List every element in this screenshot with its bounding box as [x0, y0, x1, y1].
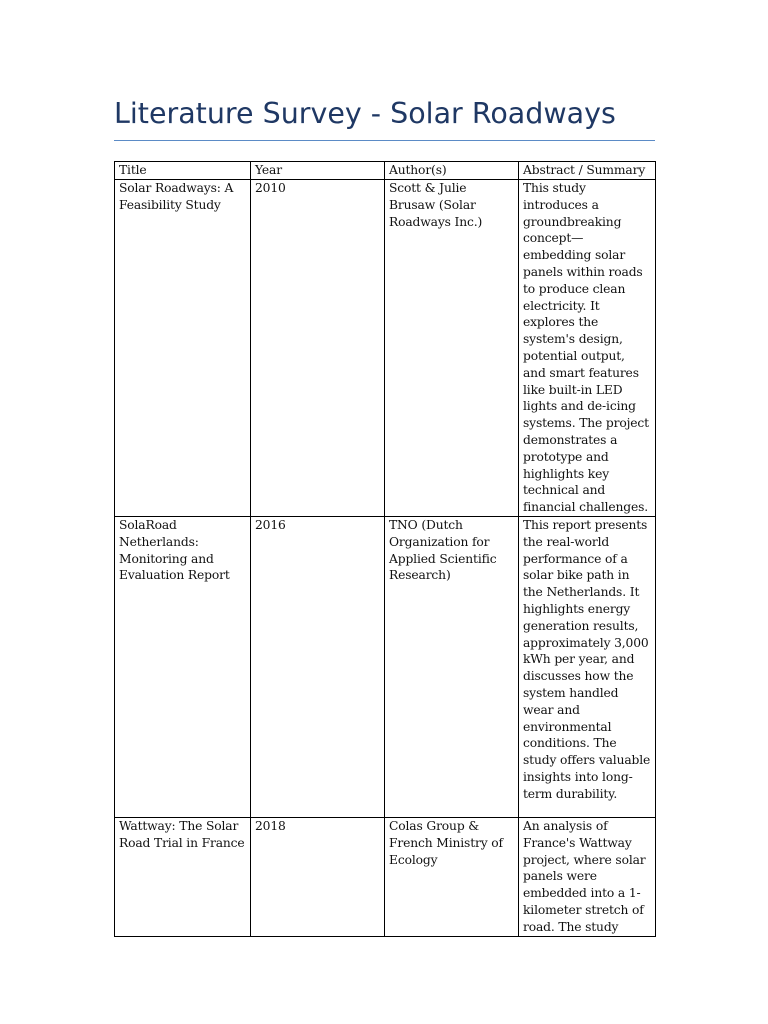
cell-title: Solar Roadways: A Feasibility Study: [115, 180, 251, 517]
cell-abstract: This report presents the real-world performance of a solar bike path in the Netherlands. It highlights energy generation results, approximately 3,000 kWh per year, and discusses how the system handled wear and environmental conditions. The study offers valuable insights into long-term durability.: [519, 516, 656, 817]
table-row: [115, 180, 656, 517]
literature-table: [114, 161, 656, 937]
table-row: [115, 817, 656, 936]
cell-abstract: This study introduces a groundbreaking concept—embedding solar panels within roads to produce clean electricity. It explores the system's design, potential output, and smart features like built-in LED lights and de-icing systems. The project demonstrates a prototype and highlights key technical and financial challenges.: [519, 180, 656, 517]
cell-year: 2010: [251, 180, 385, 517]
cell-abstract: An analysis of France's Wattway project, where solar panels were embedded into a 1-kilometer stretch of road. The study: [519, 817, 656, 936]
cell-authors: Colas Group & French Ministry of Ecology: [385, 817, 519, 936]
page-title: Literature Survey - Solar Roadways: [114, 97, 616, 130]
table-row: [115, 516, 656, 817]
cell-title: SolaRoad Netherlands: Monitoring and Evaluation Report: [115, 516, 251, 817]
header-authors: Author(s): [385, 162, 519, 180]
cell-authors: TNO (Dutch Organization for Applied Scientific Research): [385, 516, 519, 817]
cell-year: 2018: [251, 817, 385, 936]
cell-year: 2016: [251, 516, 385, 817]
cell-authors: Scott & Julie Brusaw (Solar Roadways Inc.): [385, 180, 519, 517]
table-header-row: [115, 162, 656, 180]
title-divider: [114, 140, 655, 141]
header-abstract: Abstract / Summary: [519, 162, 656, 180]
cell-title: Wattway: The Solar Road Trial in France: [115, 817, 251, 936]
header-year: Year: [251, 162, 385, 180]
header-title: Title: [115, 162, 251, 180]
